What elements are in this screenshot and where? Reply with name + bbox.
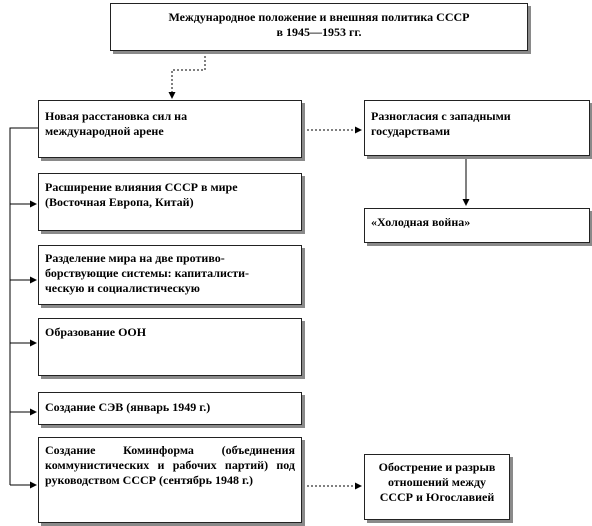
arrow-title-to-box1	[172, 52, 205, 98]
box-un-formation-text: Образование ООН	[45, 325, 147, 339]
box-un-formation	[38, 318, 302, 376]
box-yugoslavia-rupture-text: Обострение и разрыв отношений между СССР и Югославией	[378, 460, 496, 504]
box-world-division-text: Разделение мира на две противо- борствующие системы: капиталисти- ческую и социалистическую	[45, 251, 249, 295]
box-western-disagreements	[364, 100, 590, 156]
box-cold-war	[364, 208, 590, 243]
box-ussr-influence	[38, 173, 302, 231]
left-bracket-line	[10, 128, 38, 485]
box-cominform	[38, 437, 302, 523]
box-yugoslavia-rupture	[364, 454, 510, 520]
box-world-division	[38, 245, 302, 305]
diagram-title-box	[110, 3, 528, 51]
box-comecon-text: Создание СЭВ (январь 1949 г.)	[45, 400, 211, 414]
box-western-disagreements-text: Разногласия с западными государствами	[371, 109, 511, 138]
box-new-balance	[38, 100, 302, 158]
box-cominform-text: Создание Коминформа (объединения коммунистических и рабочих партий) под руководством СССР (сентябрь 1948 г.)	[45, 443, 295, 487]
box-ussr-influence-text: Расширение влияния СССР в мире (Восточная Европа, Китай)	[45, 180, 238, 209]
diagram-title: Международное положение и внешняя политика СССР в 1945—1953 гг.	[168, 10, 470, 39]
box-comecon	[38, 392, 302, 425]
box-cold-war-text: «Холодная война»	[371, 215, 471, 229]
box-new-balance-text: Новая расстановка сил на международной арене	[45, 109, 188, 138]
